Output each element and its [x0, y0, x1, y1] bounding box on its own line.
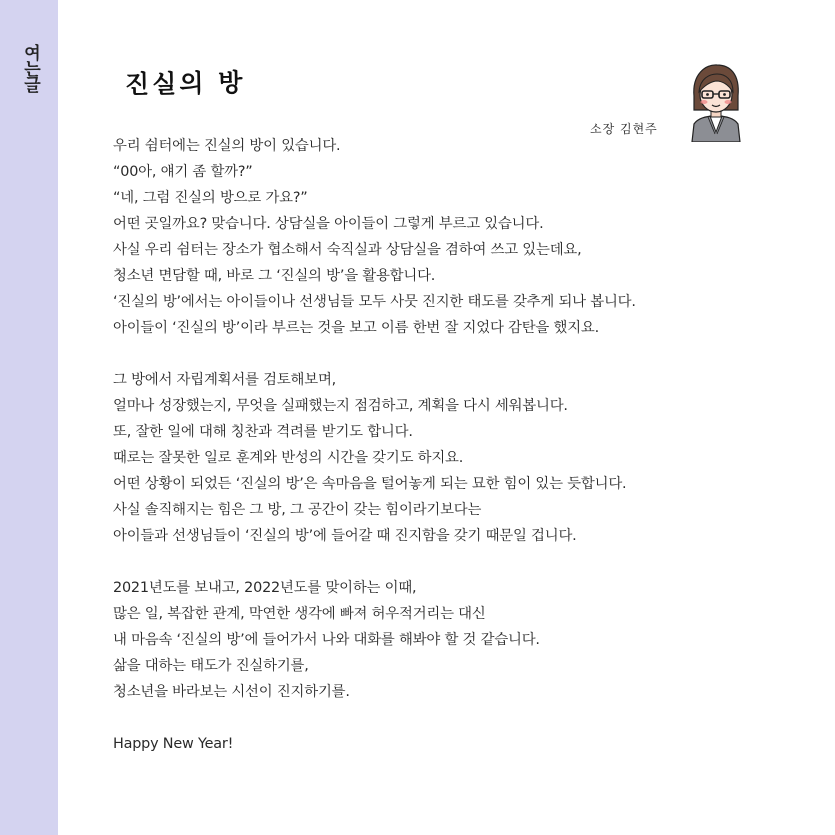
- text-line: 청소년 면담할 때, 바로 그 ‘진실의 방’을 활용합니다.: [113, 268, 436, 284]
- text-line: 아이들이 ‘진실의 방’이라 부르는 것을 보고 이름 한번 잘 지었다 감탄을 했지요.: [113, 320, 599, 336]
- page-title: 진실의 방: [124, 67, 246, 100]
- text-line: 때로는 잘못한 일로 훈계와 반성의 시간을 갖기도 하지요.: [113, 450, 464, 466]
- closing-greeting: Happy New Year!: [113, 736, 234, 752]
- text-line: 청소년을 바라보는 시선이 진지하기를.: [113, 684, 350, 700]
- text-line: ‘진실의 방’에서는 아이들이나 선생님들 모두 사뭇 진지한 태도를 갖추게 되나 봅니다.: [113, 294, 636, 310]
- text-line: 얼마나 성장했는지, 무엇을 실패했는지 점검하고, 계획을 다시 세워봅니다.: [113, 398, 568, 414]
- text-line: 사실 우리 쉼터는 장소가 협소해서 숙직실과 상담실을 겸하여 쓰고 있는데요,: [113, 242, 582, 258]
- text-line: 삶을 대하는 태도가 진실하기를,: [113, 658, 309, 674]
- text-line: 그 방에서 자립계획서를 검토해보며,: [113, 372, 337, 388]
- letter-body: [113, 133, 813, 783]
- section-label: 여는글: [20, 44, 40, 92]
- text-line: 우리 쉼터에는 진실의 방이 있습니다.: [113, 138, 341, 154]
- author-signature: 소장 김현주: [590, 122, 658, 136]
- author-avatar-icon: [686, 62, 746, 142]
- text-line: 아이들과 선생님들이 ‘진실의 방’에 들어갈 때 진지함을 갖기 때문일 겁니다.: [113, 528, 577, 544]
- text-line: 또, 잘한 일에 대해 칭찬과 격려를 받기도 합니다.: [113, 424, 413, 440]
- paragraph-4: [113, 731, 813, 757]
- text-line: 내 마음속 ‘진실의 방’에 들어가서 나와 대화를 해봐야 할 것 같습니다.: [113, 632, 540, 648]
- text-line: 어떤 상황이 되었든 ‘진실의 방’은 속마음을 털어놓게 되는 묘한 힘이 있는 듯합니다.: [113, 476, 627, 492]
- paragraph-1: [113, 133, 813, 341]
- text-line: “00아, 얘기 좀 할까?”: [113, 164, 253, 180]
- sidebar-strip: [0, 0, 58, 835]
- paragraph-2: [113, 367, 813, 549]
- text-line: “네, 그럼 진실의 방으로 가요?”: [113, 190, 308, 206]
- paragraph-3: [113, 575, 813, 705]
- text-line: 2021년도를 보내고, 2022년도를 맞이하는 이때,: [113, 580, 417, 596]
- text-line: 어떤 곳일까요? 맞습니다. 상담실을 아이들이 그렇게 부르고 있습니다.: [113, 216, 544, 232]
- text-line: 많은 일, 복잡한 관계, 막연한 생각에 빠져 허우적거리는 대신: [113, 606, 486, 622]
- text-line: 사실 솔직해지는 힘은 그 방, 그 공간이 갖는 힘이라기보다는: [113, 502, 482, 518]
